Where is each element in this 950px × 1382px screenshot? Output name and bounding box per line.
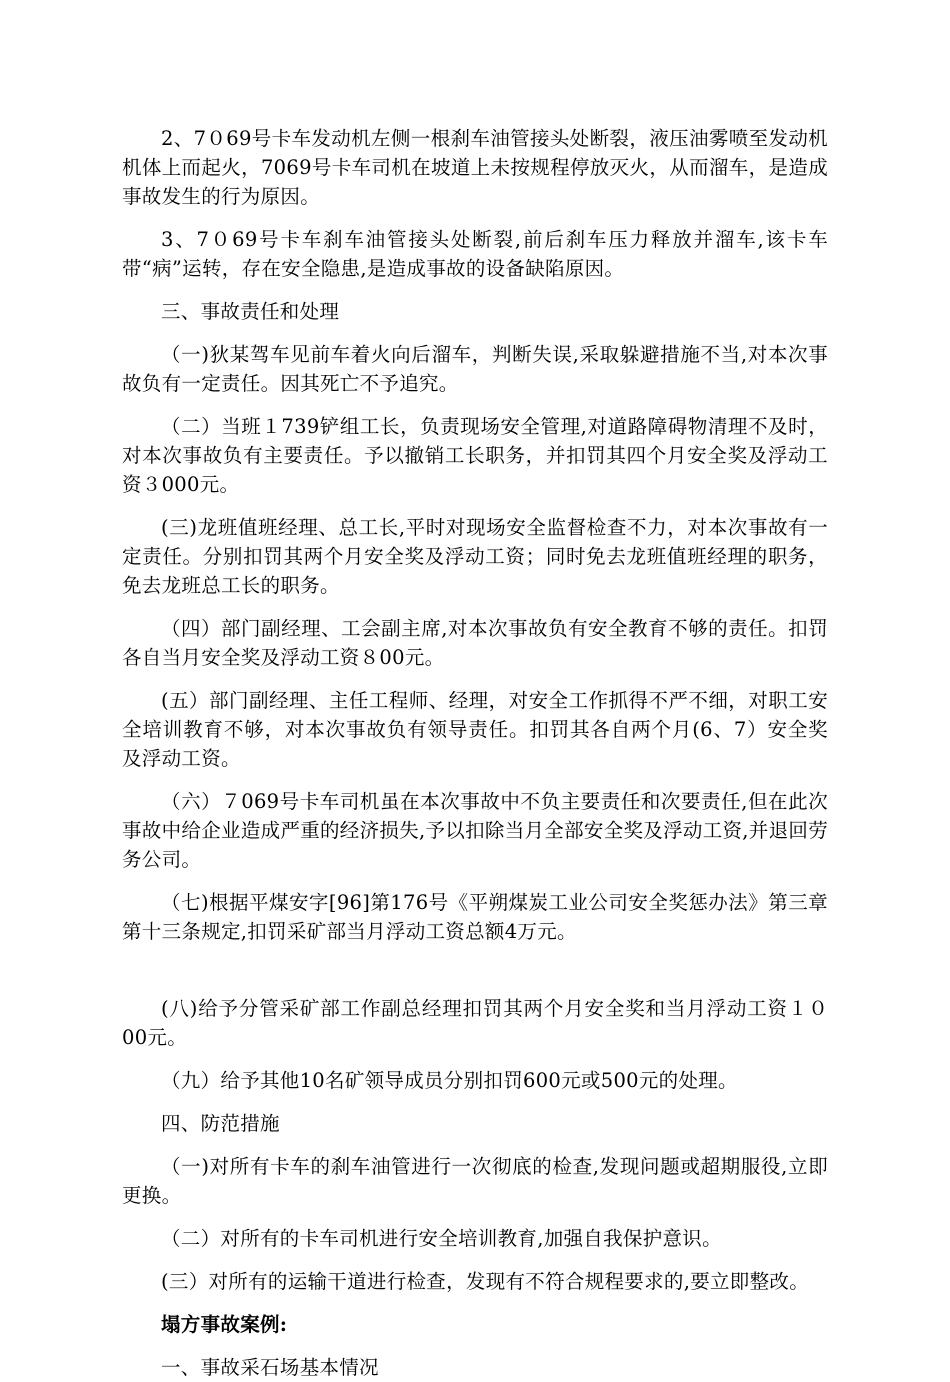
section-heading-prevention: 四、防范措施 [161, 1112, 280, 1135]
paragraph-measure-1: （一)对所有卡车的刹车油管进行一次彻底的检查,发现问题或超期服役,立即更换。 [122, 1155, 828, 1207]
paragraph-item-6: （六）７069号卡车司机虽在本次事故中不负主要责任和次要责任,但在此次事故中给企业造成严重的经济损失,予以扣除当月全部安全奖及浮动工资,并退回劳务公司。 [122, 790, 828, 871]
paragraph-item-4: （四）部门副经理、工会副主席,对本次事故负有安全教育不够的责任。扣罚各自当月安全奖及浮动工资８00元。 [122, 617, 828, 669]
section-heading-responsibility: 三、事故责任和处理 [161, 300, 340, 323]
paragraph-item-3: (三)龙班值班经理、总工长,平时对现场安全监督检查不力，对本次事故有一定责任。分别扣罚其两个月安全奖及浮动工资；同时免去龙班值班经理的职务，免去龙班总工长的职务。 [122, 516, 828, 597]
section-heading-basic-info: 一、事故采石场基本情况 [161, 1356, 379, 1379]
paragraph-item-5: (五）部门副经理、主任工程师、经理，对安全工作抓得不严不细，对职工安全培训教育不够，对本次事故负有领导责任。扣罚其各自两个月(6、7）安全奖及浮动工资。 [122, 689, 828, 770]
paragraph-item-9: （九）给予其他10名矿领导成员分别扣罚600元或500元的处理。 [161, 1069, 738, 1092]
document-page [122, 124, 828, 1382]
case-title: 塌方事故案例: [161, 1313, 288, 1336]
paragraph-measure-2: （二）对所有的卡车司机进行安全培训教育,加强自我保护意识。 [161, 1227, 722, 1250]
paragraph-measure-3: (三）对所有的运输干道进行检查，发现有不符合规程要求的,要立即整改。 [161, 1270, 810, 1293]
paragraph-item-7: （七)根据平煤安字[96]第176号《平朔煤炭工业公司安全奖惩办法》第三章第十三条规定,扣罚采矿部当月浮动工资总额4万元。 [122, 891, 828, 943]
paragraph-item-1: （一)狄某驾车见前车着火向后溜车，判断失误,采取躲避措施不当,对本次事故负有一定责任。因其死亡不予追究。 [122, 343, 828, 395]
paragraph-item-2: （二）当班１739铲组工长，负责现场安全管理,对道路障碍物清理不及时，对本次事故负有主要责任。予以撤销工长职务，并扣罚其四个月安全奖及浮动工资３000元。 [122, 415, 828, 496]
paragraph-cause-3: 3、7０69号卡车刹车油管接头处断裂,前后刹车压力释放并溜车,该卡车带“病”运转，存在安全隐患,是造成事故的设备缺陷原因。 [122, 228, 828, 280]
paragraph-item-8: (八)给予分管采矿部工作副总经理扣罚其两个月安全奖和当月浮动工资１０00元。 [122, 997, 828, 1049]
paragraph-cause-2: 2、7０69号卡车发动机左侧一根刹车油管接头处断裂，液压油雾喷至发动机机体上而起火，7069号卡车司机在坡道上未按规程停放灭火，从而溜车，是造成事故发生的行为原因。 [122, 127, 828, 208]
